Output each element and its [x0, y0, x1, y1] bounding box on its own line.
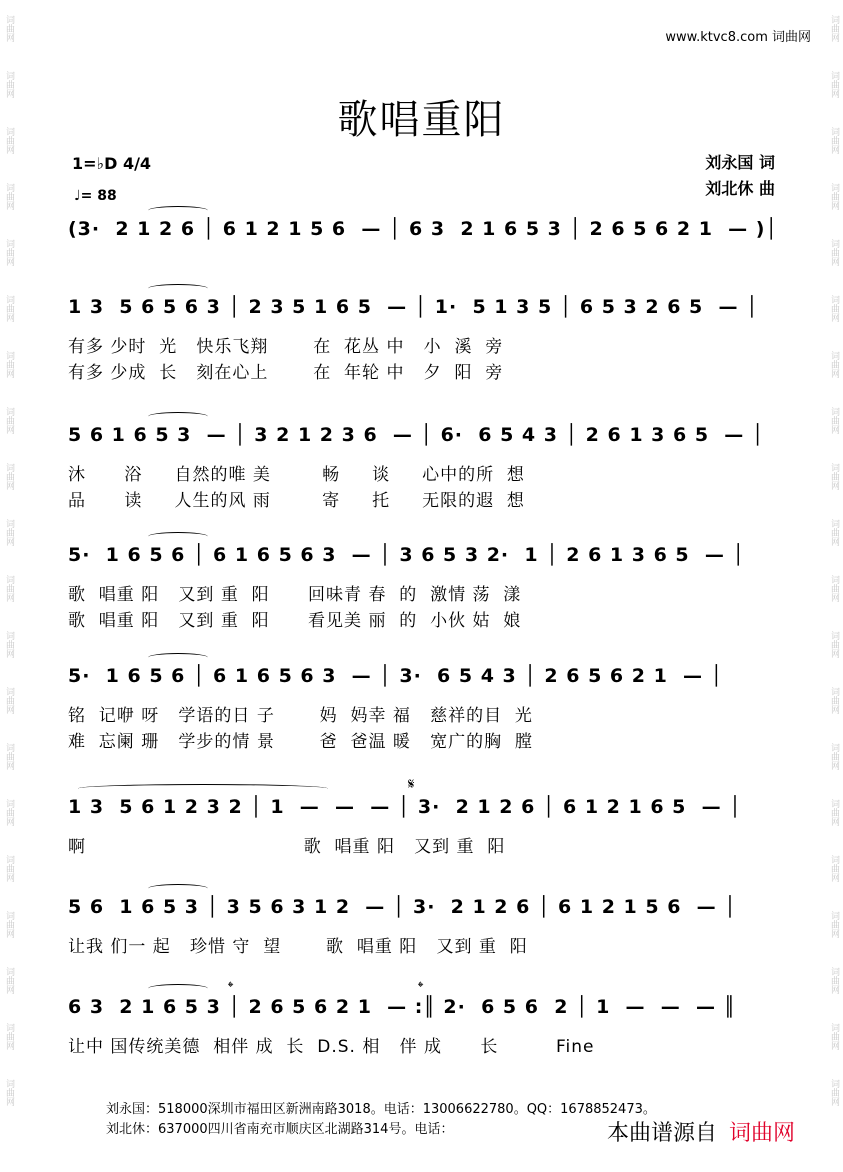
slur-mark: [148, 884, 208, 893]
watermark-text: 词曲网: [4, 406, 14, 434]
slur-mark: [148, 284, 208, 293]
notation-line: 5· 1 6 5 6 │ 6 1 6 5 6 3 — │ 3· 6 5 4 3 │ 2 6 5 6 2 1 — │: [68, 665, 724, 687]
watermark-text: 词曲网: [4, 462, 14, 490]
watermark-text: 词曲网: [4, 294, 14, 322]
watermark-text: 词曲网: [829, 854, 839, 882]
watermark-text: 词曲网: [829, 966, 839, 994]
slur-mark: [148, 653, 208, 662]
source-site[interactable]: 词曲网: [728, 1121, 795, 1146]
watermark-text: 词曲网: [4, 742, 14, 770]
watermark-text: 词曲网: [829, 238, 839, 266]
lyric-line-1: 歌 唱重 阳 又到 重 阳 回味青 春 的 激情 荡 漾: [68, 585, 522, 605]
watermark-text: 词曲网: [829, 1022, 839, 1050]
notation-line: (3· 2 1 2 6 │ 6 1 2 1 5 6 — │ 6 3 2 1 6 5 3 │ 2 6 5 6 2 1 — )│: [68, 218, 778, 240]
lyric-line-1: 有多 少时 光 快乐飞翔 在 花丛 中 小 溪 旁: [68, 337, 504, 357]
slur-mark: [148, 412, 208, 421]
coda-mark-2: 𝄌: [418, 978, 424, 996]
watermark-text: 词曲网: [829, 630, 839, 658]
slur-mark: [78, 784, 328, 793]
lyricist-credit: 刘永国 词: [705, 153, 775, 172]
watermark-text: 词曲网: [829, 742, 839, 770]
watermark-text: 词曲网: [4, 518, 14, 546]
credits: [705, 150, 775, 202]
segno-mark: 𝄋: [408, 775, 415, 793]
watermark-text: 词曲网: [4, 574, 14, 602]
lyric-line-2: 歌 唱重 阳 又到 重 阳 看见美 丽 的 小伙 姑 娘: [68, 611, 522, 631]
watermark-text: 词曲网: [4, 1022, 14, 1050]
watermark-text: 词曲网: [829, 182, 839, 210]
watermark-text: 词曲网: [829, 574, 839, 602]
lyric-line-1: 啊 歌 唱重 阳 又到 重 阳: [68, 837, 506, 857]
watermark-text: 词曲网: [4, 910, 14, 938]
key-signature: 1=♭D 4/4: [72, 154, 152, 173]
lyric-line-1: 让我 们一 起 珍惜 守 望 歌 唱重 阳 又到 重 阳: [68, 937, 528, 957]
watermark-text: 词曲网: [4, 350, 14, 378]
lyric-line-1: 让中 国传统美德 相伴 成 长 D.S. 相 伴 成 长 Fine: [68, 1037, 595, 1057]
notation-line: 5 6 1 6 5 3 — │ 3 2 1 2 3 6 — │ 6· 6 5 4 3 │ 2 6 1 3 6 5 — │: [68, 424, 765, 446]
watermark-text: 词曲网: [4, 966, 14, 994]
watermark-text: 词曲网: [829, 406, 839, 434]
footer-line-1: 刘永国：518000深圳市福田区新洲南路3018。电话：13006622780。QQ：1678852473。: [106, 1102, 656, 1117]
composer-credit: 刘北休 曲: [705, 179, 775, 198]
watermark-text: 词曲网: [4, 1078, 14, 1106]
watermark-text: 词曲网: [829, 294, 839, 322]
watermark-text: 词曲网: [4, 14, 14, 42]
watermark-text: 词曲网: [829, 70, 839, 98]
watermark-text: 词曲网: [829, 126, 839, 154]
watermark-right: [827, 0, 841, 1172]
watermark-text: 词曲网: [4, 126, 14, 154]
watermark-text: 词曲网: [829, 910, 839, 938]
watermark-text: 词曲网: [829, 798, 839, 826]
watermark-text: 词曲网: [829, 350, 839, 378]
watermark-text: 词曲网: [4, 854, 14, 882]
source-label: 本曲谱源自: [606, 1121, 717, 1146]
watermark-left: [2, 0, 16, 1172]
slur-mark: [148, 206, 208, 215]
tempo-marking: ♩= 88: [74, 188, 117, 204]
watermark-text: 词曲网: [4, 630, 14, 658]
watermark-text: 词曲网: [829, 462, 839, 490]
site-label[interactable]: www.ktvc8.com 词曲网: [665, 30, 811, 45]
notation-line: 5 6 1 6 5 3 │ 3 5 6 3 1 2 — │ 3· 2 1 2 6 │ 6 1 2 1 5 6 — │: [68, 896, 737, 918]
notation-line: 6 3 2 1 6 5 3 │ 2 6 5 6 2 1 — :║ 2· 6 5 6 2 │ 1 — — — ║: [68, 996, 737, 1018]
lyric-line-2: 品 读 人生的风 雨 寄 托 无限的遐 想: [68, 491, 525, 511]
watermark-text: 词曲网: [4, 686, 14, 714]
footer-line-2: 刘北休：637000四川省南充市顺庆区北湖路314号。电话：: [106, 1122, 454, 1137]
song-title: 歌唱重阳: [337, 97, 506, 143]
slur-mark: [148, 984, 208, 993]
watermark-text: 词曲网: [4, 798, 14, 826]
lyric-line-1: 铭 记咿 呀 学语的日 子 妈 妈幸 福 慈祥的目 光: [68, 706, 533, 726]
watermark-text: 词曲网: [4, 238, 14, 266]
lyric-line-2: 难 忘阑 珊 学步的情 景 爸 爸温 暖 宽广的胸 膛: [68, 732, 533, 752]
lyric-line-1: 沐 浴 自然的唯 美 畅 谈 心中的所 想: [68, 465, 525, 485]
notation-line: 1 3 5 6 1 2 3 2 │ 1 — — — │ 3· 2 1 2 6 │ 6 1 2 1 6 5 — │: [68, 796, 742, 818]
watermark-text: 词曲网: [829, 686, 839, 714]
watermark-text: 词曲网: [4, 182, 14, 210]
watermark-text: 词曲网: [4, 70, 14, 98]
watermark-text: 词曲网: [829, 14, 839, 42]
source-note: [607, 1116, 795, 1147]
watermark-text: 词曲网: [829, 1078, 839, 1106]
lyric-line-2: 有多 少成 长 刻在心上 在 年轮 中 夕 阳 旁: [68, 363, 504, 383]
slur-mark: [148, 532, 208, 541]
notation-line: 1 3 5 6 5 6 3 │ 2 3 5 1 6 5 — │ 1· 5 1 3 5 │ 6 5 3 2 6 5 — │: [68, 296, 759, 318]
notation-line: 5· 1 6 5 6 │ 6 1 6 5 6 3 — │ 3 6 5 3 2· 1 │ 2 6 1 3 6 5 — │: [68, 544, 745, 566]
watermark-text: 词曲网: [829, 518, 839, 546]
coda-mark-1: 𝄌: [228, 978, 234, 996]
